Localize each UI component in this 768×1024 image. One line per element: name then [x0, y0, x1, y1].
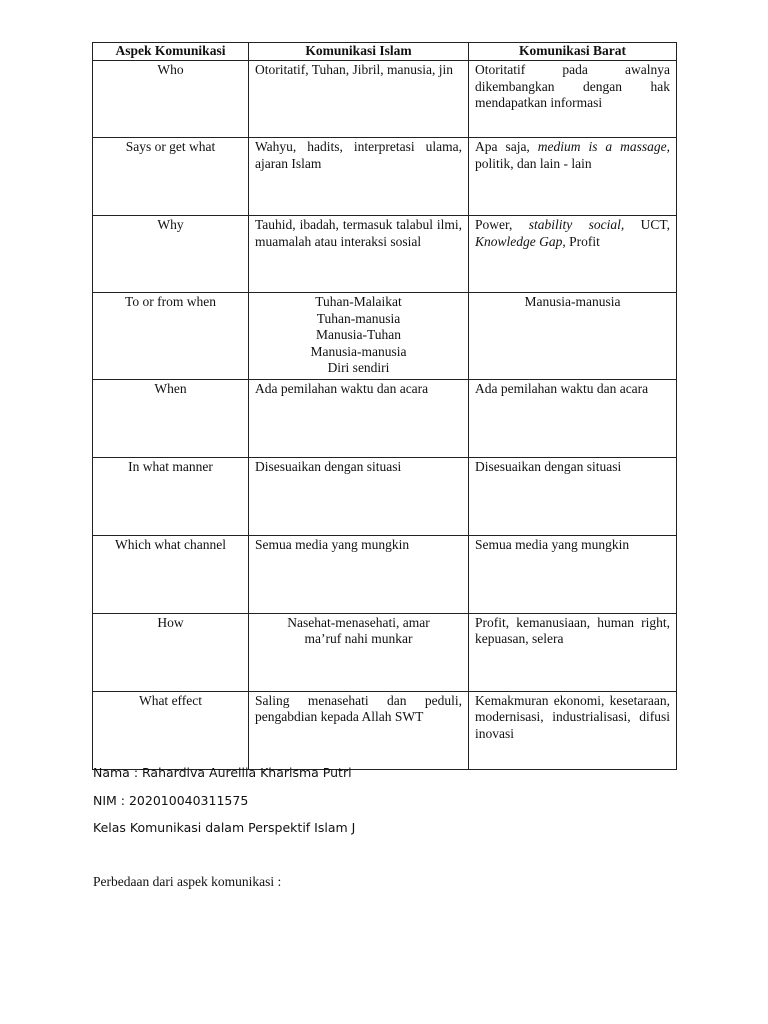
barat-cell: Semua media yang mungkin	[469, 535, 677, 613]
aspect-cell: When	[93, 379, 249, 457]
barat-cell: Otoritatif pada awalnya dikembangkan dengan hak mendapatkan informasi	[469, 61, 677, 138]
table-row	[93, 216, 677, 293]
cell-line: Manusia-manusia	[310, 343, 407, 359]
islam-cell	[249, 293, 469, 380]
aspect-cell: To or from when	[93, 293, 249, 380]
header-komunikasi-barat: Komunikasi Barat	[469, 43, 677, 61]
communication-aspects-table	[92, 42, 677, 770]
islam-cell: Saling menasehati dan peduli, pengabdian kepada Allah SWT	[249, 691, 469, 769]
text-segment: UCT,	[624, 217, 670, 232]
barat-cell: Manusia-manusia	[469, 293, 677, 380]
aspect-cell: In what manner	[93, 457, 249, 535]
table-row	[93, 613, 677, 691]
aspect-cell: Who	[93, 61, 249, 138]
aspect-cell: How	[93, 613, 249, 691]
table-row	[93, 138, 677, 216]
italic-term: Knowledge Gap	[475, 233, 563, 249]
islam-cell: Ada pemilahan waktu dan acara	[249, 379, 469, 457]
aspect-cell: Why	[93, 216, 249, 293]
cell-line: Nasehat-menasehati, amar	[287, 614, 430, 630]
italic-term: medium is a massage	[537, 139, 667, 154]
barat-cell	[469, 216, 677, 293]
islam-cell: Disesuaikan dengan situasi	[249, 457, 469, 535]
class-name: Kelas Komunikasi dalam Perspektif Islam J	[93, 820, 356, 835]
islam-cell: Tauhid, ibadah, termasuk talabul ilmi, muamalah atau interaksi sosial	[249, 216, 469, 293]
text-segment: Apa saja,	[475, 139, 538, 154]
cell-line: Manusia-Tuhan	[315, 327, 401, 342]
cell-line: ma’ruf nahi munkar	[304, 631, 413, 646]
table-row	[93, 61, 677, 138]
barat-cell: Kemakmuran ekonomi, kesetaraan, modernisasi, industrialisasi, difusi inovasi	[469, 691, 677, 769]
table-row	[93, 379, 677, 457]
aspect-cell: Says or get what	[93, 138, 249, 216]
barat-cell: Disesuaikan dengan situasi	[469, 457, 677, 535]
table-row	[93, 457, 677, 535]
table-header-row	[93, 43, 677, 61]
table-row	[93, 535, 677, 613]
text-segment: , Profit	[562, 233, 600, 249]
aspect-cell: Which what channel	[93, 535, 249, 613]
islam-cell	[249, 613, 469, 691]
cell-line: Tuhan-Malaikat	[315, 294, 402, 309]
barat-cell	[469, 138, 677, 216]
aspect-cell: What effect	[93, 691, 249, 769]
table-row	[93, 293, 677, 380]
text-segment: , politik, dan lain - lain	[475, 139, 670, 171]
italic-term: stability social,	[528, 217, 625, 232]
barat-cell: Ada pemilahan waktu dan acara	[469, 379, 677, 457]
cell-line: Diri sendiri	[327, 360, 390, 375]
student-name: Nama : Rahardiva Aurellia Kharisma Putri	[93, 765, 352, 780]
islam-cell: Semua media yang mungkin	[249, 535, 469, 613]
header-aspek-komunikasi: Aspek Komunikasi	[93, 43, 249, 61]
intro-paragraph: Perbedaan dari aspek komunikasi :	[93, 874, 282, 889]
text-segment: Power,	[475, 217, 529, 232]
barat-cell: Profit, kemanusiaan, human right, kepuasan, selera	[469, 613, 677, 691]
table-row	[93, 691, 677, 769]
islam-cell: Otoritatif, Tuhan, Jibril, manusia, jin	[249, 61, 469, 138]
student-nim: NIM : 202010040311575	[93, 793, 249, 808]
header-komunikasi-islam: Komunikasi Islam	[249, 43, 469, 61]
islam-cell: Wahyu, hadits, interpretasi ulama, ajaran Islam	[249, 138, 469, 216]
cell-line: Tuhan-manusia	[316, 310, 401, 326]
